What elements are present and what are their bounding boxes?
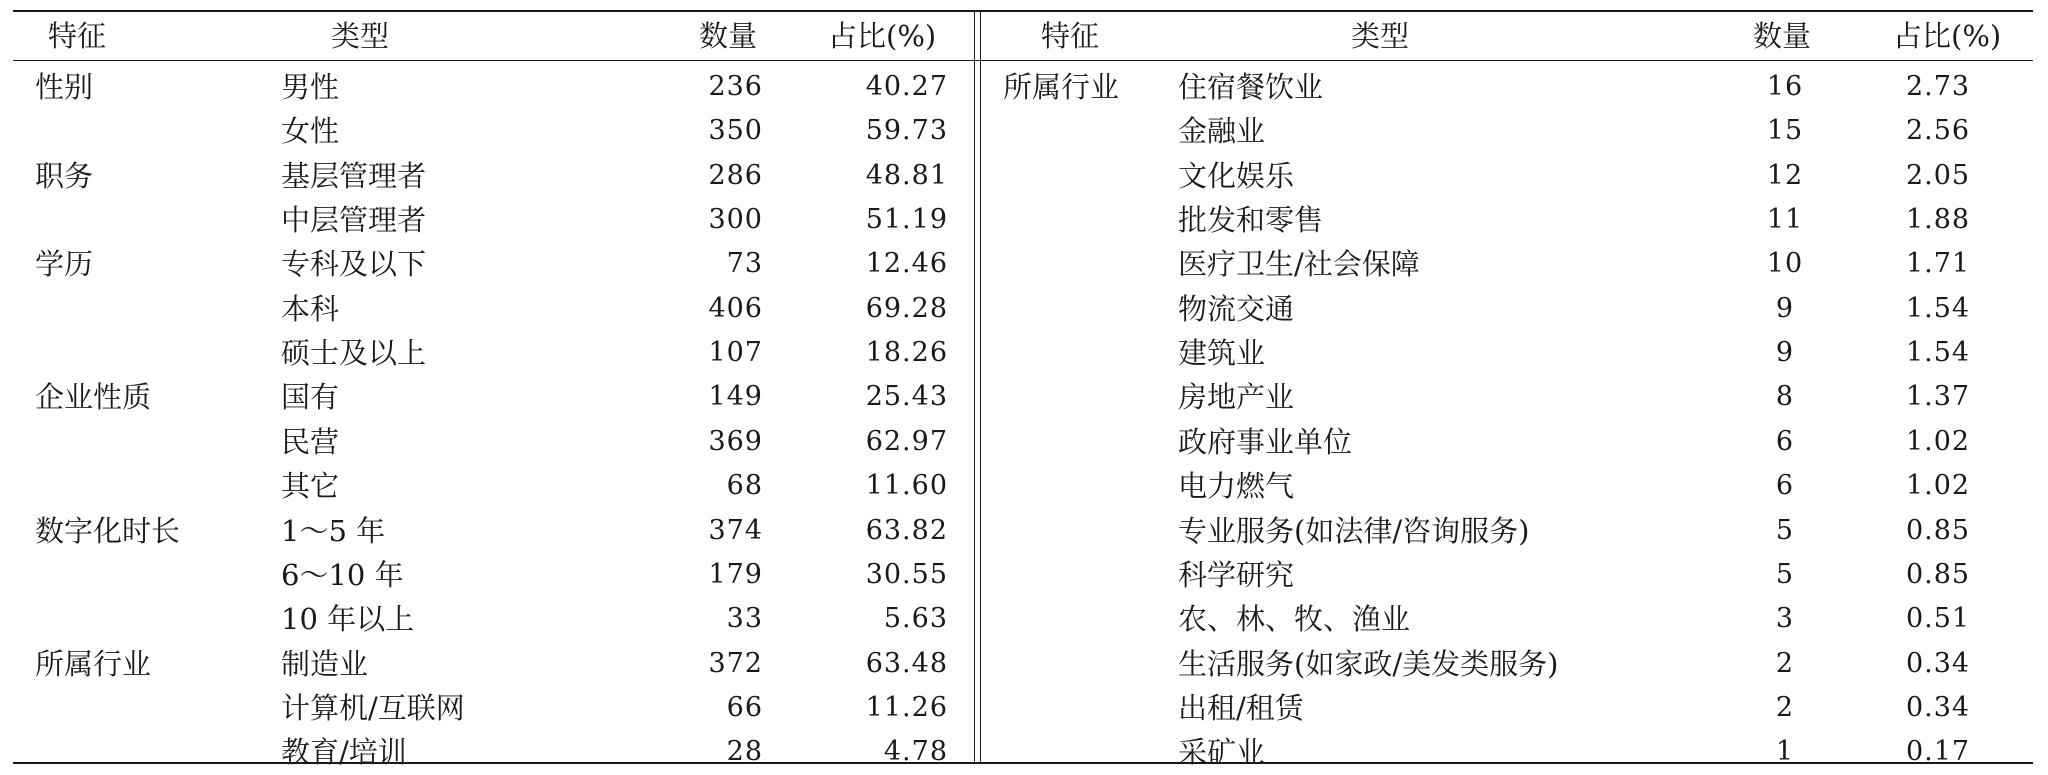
ratio-cell: 62.97 [865, 425, 948, 457]
count-cell: 12 [1766, 159, 1804, 191]
type-cell: 民营 [281, 424, 340, 459]
count-cell: 300 [708, 204, 763, 236]
table-row [13, 597, 973, 641]
table-row [983, 287, 2033, 331]
ratio-cell: 12.46 [865, 248, 948, 280]
table-row [13, 375, 973, 419]
type-cell: 采矿业 [1178, 735, 1266, 770]
table-row [13, 154, 973, 198]
header-ratio-right: 占比(%) [1893, 19, 2002, 53]
header-type-right: 类型 [1351, 19, 1410, 53]
feature-cell: 所属行业 [1003, 70, 1120, 104]
type-cell: 专科及以下 [281, 247, 427, 282]
count-cell: 33 [726, 603, 763, 635]
sample-characteristics-table [13, 10, 2033, 770]
count-cell: 369 [708, 425, 763, 457]
type-cell: 1～5 年 [281, 513, 386, 548]
type-cell: 科学研究 [1178, 557, 1295, 592]
ratio-cell: 1.54 [1905, 337, 1971, 369]
table-row [983, 109, 2033, 153]
ratio-cell: 4.78 [883, 736, 948, 768]
count-cell: 5 [1775, 514, 1795, 546]
feature-cell: 性别 [35, 70, 94, 104]
count-cell: 15 [1766, 115, 1804, 147]
type-cell: 政府事业单位 [1178, 424, 1353, 459]
type-cell: 批发和零售 [1178, 203, 1324, 238]
table-row [13, 686, 973, 730]
count-cell: 2 [1775, 691, 1795, 723]
header-feature-right: 特征 [1041, 19, 1100, 53]
table-row [13, 287, 973, 331]
ratio-cell: 25.43 [865, 381, 948, 413]
count-cell: 406 [708, 292, 763, 324]
type-cell: 金融业 [1178, 114, 1266, 149]
ratio-cell: 0.34 [1905, 691, 1971, 723]
count-cell: 28 [726, 736, 763, 768]
ratio-cell: 18.26 [865, 337, 948, 369]
ratio-cell: 0.85 [1905, 558, 1971, 590]
table-row [983, 375, 2033, 419]
table-row [983, 686, 2033, 730]
count-cell: 11 [1766, 204, 1804, 236]
table-left-half [13, 10, 973, 770]
type-cell: 出租/租赁 [1178, 690, 1304, 725]
ratio-cell: 5.63 [883, 603, 948, 635]
ratio-cell: 59.73 [865, 115, 948, 147]
type-cell: 建筑业 [1178, 336, 1266, 371]
type-cell: 6～10 年 [281, 557, 404, 592]
count-cell: 10 [1766, 248, 1804, 280]
count-cell: 149 [708, 381, 763, 413]
table-row [13, 242, 973, 286]
ratio-cell: 0.17 [1905, 736, 1971, 768]
type-cell: 国有 [281, 380, 340, 415]
table-row [13, 65, 973, 109]
table-row [983, 509, 2033, 553]
ratio-cell: 0.85 [1905, 514, 1971, 546]
ratio-cell: 40.27 [865, 71, 948, 102]
ratio-cell: 51.19 [865, 204, 948, 236]
type-cell: 中层管理者 [281, 203, 427, 238]
feature-cell: 所属行业 [35, 646, 152, 681]
ratio-cell: 30.55 [865, 558, 948, 590]
feature-cell: 职务 [35, 158, 94, 193]
table-row [983, 198, 2033, 242]
table-row [983, 65, 2033, 109]
feature-cell: 数字化时长 [35, 513, 181, 548]
table-row [983, 597, 2033, 641]
header-count-left: 数量 [699, 19, 758, 53]
ratio-cell: 48.81 [865, 159, 948, 191]
type-cell: 制造业 [281, 646, 369, 681]
count-cell: 9 [1775, 292, 1795, 324]
type-cell: 农、林、牧、渔业 [1178, 602, 1411, 637]
type-cell: 10 年以上 [281, 602, 415, 637]
count-cell: 1 [1775, 736, 1795, 768]
ratio-cell: 1.88 [1905, 204, 1971, 236]
table-right-half [983, 10, 2033, 770]
table-double-divider-left [974, 10, 975, 764]
ratio-cell: 1.37 [1905, 381, 1971, 413]
count-cell: 66 [726, 691, 763, 723]
type-cell: 住宿餐饮业 [1178, 70, 1324, 104]
table-row [13, 642, 973, 686]
count-cell: 68 [726, 470, 763, 502]
header-type-left: 类型 [331, 19, 390, 53]
type-cell: 女性 [281, 114, 340, 149]
table-row [13, 553, 973, 597]
header-ratio-left: 占比(%) [828, 19, 937, 53]
table-row [13, 420, 973, 464]
type-cell: 专业服务(如法律/咨询服务) [1178, 513, 1530, 548]
type-cell: 生活服务(如家政/美发类服务) [1178, 646, 1559, 681]
feature-cell: 企业性质 [35, 380, 152, 415]
type-cell: 本科 [281, 291, 340, 326]
ratio-cell: 0.34 [1905, 647, 1971, 679]
table-row [983, 331, 2033, 375]
ratio-cell: 69.28 [865, 292, 948, 324]
ratio-cell: 1.71 [1905, 248, 1971, 280]
type-cell: 医疗卫生/社会保障 [1178, 247, 1420, 282]
count-cell: 8 [1775, 381, 1795, 413]
type-cell: 计算机/互联网 [281, 690, 465, 725]
table-row [983, 553, 2033, 597]
type-cell: 男性 [281, 70, 340, 104]
count-cell: 286 [708, 159, 763, 191]
count-cell: 179 [708, 558, 763, 590]
table-row [13, 331, 973, 375]
count-cell: 236 [708, 71, 763, 102]
ratio-cell: 1.02 [1905, 470, 1971, 502]
table-row [983, 154, 2033, 198]
ratio-cell: 1.54 [1905, 292, 1971, 324]
count-cell: 2 [1775, 647, 1795, 679]
table-row [983, 420, 2033, 464]
count-cell: 350 [708, 115, 763, 147]
header-count-right: 数量 [1753, 19, 1812, 53]
count-cell: 6 [1775, 470, 1795, 502]
type-cell: 教育/培训 [281, 735, 407, 770]
ratio-cell: 2.05 [1905, 159, 1971, 191]
ratio-cell: 0.51 [1905, 603, 1971, 635]
table-row [983, 642, 2033, 686]
ratio-cell: 63.82 [865, 514, 948, 546]
ratio-cell: 11.26 [865, 691, 948, 723]
table-row [983, 242, 2033, 286]
count-cell: 9 [1775, 337, 1795, 369]
count-cell: 372 [708, 647, 763, 679]
feature-cell: 学历 [35, 247, 94, 282]
ratio-cell: 11.60 [865, 470, 948, 502]
count-cell: 73 [726, 248, 763, 280]
type-cell: 房地产业 [1178, 380, 1295, 415]
table-row [13, 109, 973, 153]
type-cell: 物流交通 [1178, 291, 1295, 326]
header-feature-left: 特征 [48, 19, 107, 53]
table-row [13, 198, 973, 242]
count-cell: 5 [1775, 558, 1795, 590]
table-row [13, 509, 973, 553]
ratio-cell: 2.56 [1905, 115, 1971, 147]
ratio-cell: 1.02 [1905, 425, 1971, 457]
type-cell: 硕士及以上 [281, 336, 427, 371]
type-cell: 文化娱乐 [1178, 158, 1295, 193]
table-double-divider-right [980, 10, 981, 764]
type-cell: 电力燃气 [1178, 469, 1295, 504]
count-cell: 6 [1775, 425, 1795, 457]
table-row [983, 464, 2033, 508]
count-cell: 107 [708, 337, 763, 369]
count-cell: 16 [1766, 71, 1804, 102]
table-row [13, 464, 973, 508]
type-cell: 其它 [281, 469, 340, 504]
ratio-cell: 2.73 [1905, 71, 1971, 102]
count-cell: 374 [708, 514, 763, 546]
type-cell: 基层管理者 [281, 158, 427, 193]
count-cell: 3 [1775, 603, 1795, 635]
ratio-cell: 63.48 [865, 647, 948, 679]
